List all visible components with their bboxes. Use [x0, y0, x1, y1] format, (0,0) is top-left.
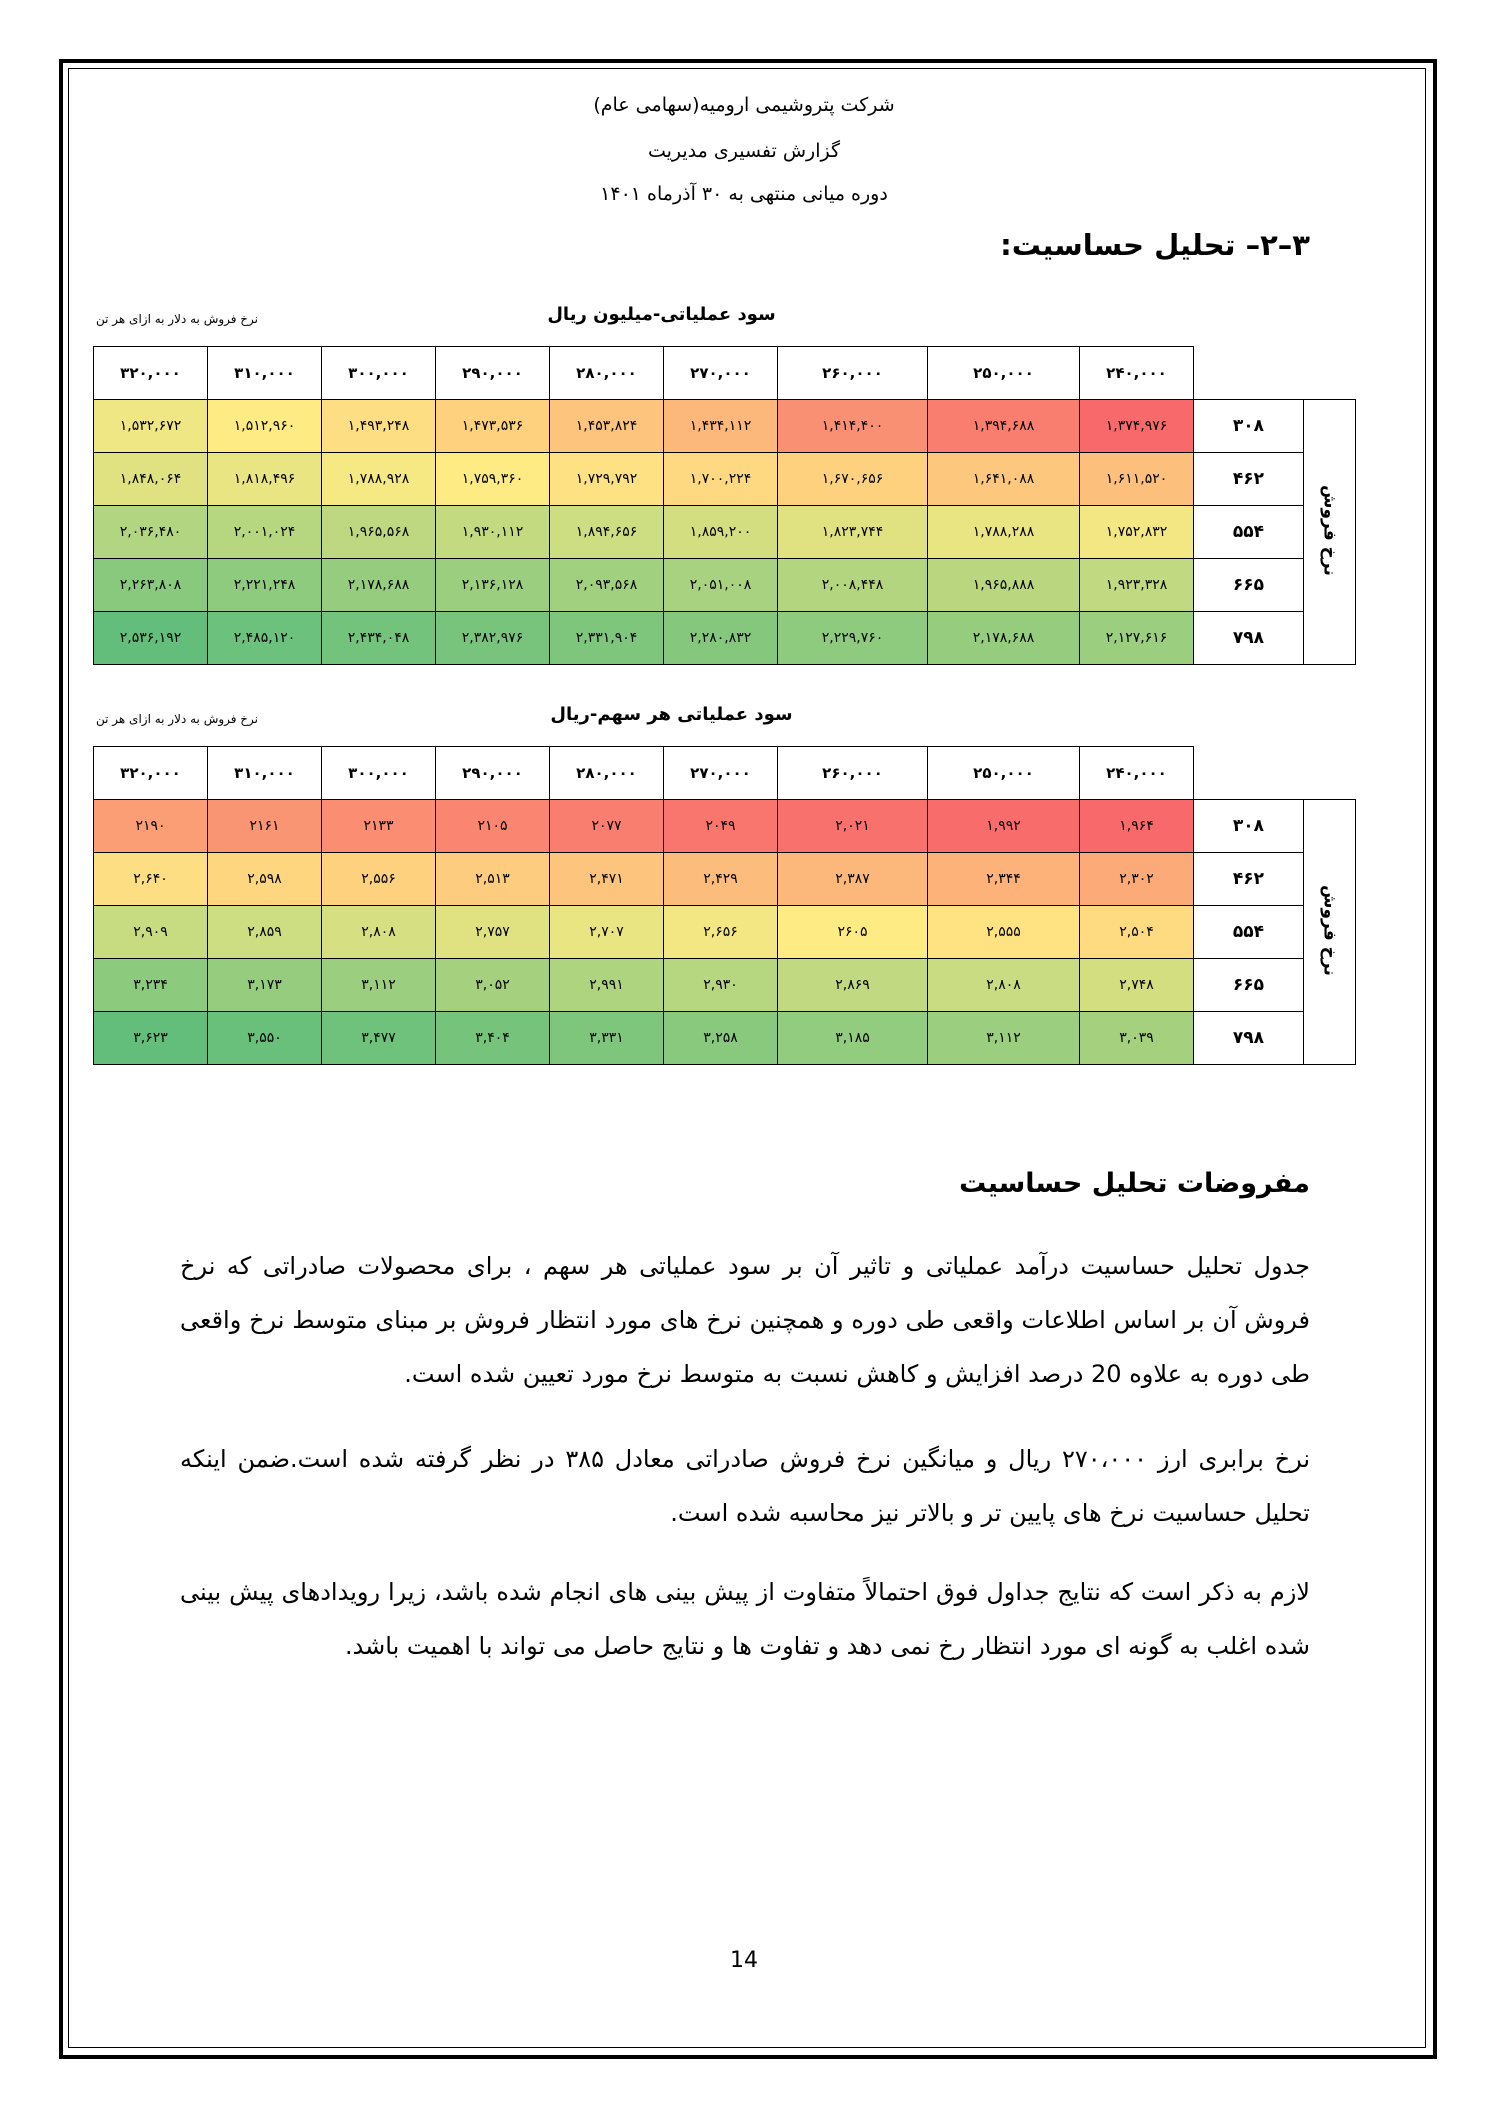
column-header: ۲۹۰,۰۰۰	[436, 347, 550, 400]
value-cell: ۳,۴۰۴	[436, 1012, 550, 1065]
value-cell: ۲,۰۳۶,۴۸۰	[94, 506, 208, 559]
value-cell: ۲,۵۹۸	[208, 853, 322, 906]
value-cell: ۲,۴۸۵,۱۲۰	[208, 612, 322, 665]
value-cell: ۱,۷۵۹,۳۶۰	[436, 453, 550, 506]
value-cell: ۱,۵۱۲,۹۶۰	[208, 400, 322, 453]
column-header: ۲۵۰,۰۰۰	[928, 747, 1080, 800]
table-row	[94, 453, 1356, 506]
value-cell: ۲۶۰۵	[778, 906, 928, 959]
column-header: ۳۱۰,۰۰۰	[208, 347, 322, 400]
value-cell: ۳,۴۷۷	[322, 1012, 436, 1065]
value-cell: ۲,۳۸۷	[778, 853, 928, 906]
value-cell: ۲,۹۹۱	[550, 959, 664, 1012]
value-cell: ۲,۳۸۲,۹۷۶	[436, 612, 550, 665]
value-cell: ۲۱۰۵	[436, 800, 550, 853]
column-header: ۲۶۰,۰۰۰	[778, 347, 928, 400]
sensitivity-table-operating-profit	[93, 304, 1370, 674]
assumptions-paragraph-3: لازم به ذکر است که نتایج جداول فوق احتمالاً متفاوت از پیش بینی های انجام شده باشد، زیرا رویدادهای پیش بینی شده اغلب به گونه ای مورد انتظار رخ نمی دهد و تفاوت ها و نتایج حاصل می تواند با اهمیت باشد.	[180, 1578, 1310, 1660]
side-label: نرخ فروش	[1319, 884, 1340, 976]
column-header: ۲۷۰,۰۰۰	[664, 747, 778, 800]
value-cell: ۲,۸۵۹	[208, 906, 322, 959]
assumptions-title: مفروضات تحلیل حساسیت	[959, 1168, 1310, 1199]
value-cell: ۱,۷۰۰,۲۲۴	[664, 453, 778, 506]
column-header: ۳۰۰,۰۰۰	[322, 747, 436, 800]
value-cell: ۲,۷۰۷	[550, 906, 664, 959]
value-cell: ۱,۷۵۲,۸۳۲	[1080, 506, 1194, 559]
side-label: نرخ فروش	[1319, 484, 1340, 576]
value-cell: ۳,۲۳۴	[94, 959, 208, 1012]
table-row	[94, 1012, 1356, 1065]
row-label: ۴۶۲	[1194, 453, 1304, 506]
value-cell: ۲,۲۲۹,۷۶۰	[778, 612, 928, 665]
report-period: دوره میانی منتهی به ۳۰ آذرماه ۱۴۰۱	[600, 183, 888, 205]
value-cell: ۲,۵۱۳	[436, 853, 550, 906]
column-header: ۲۵۰,۰۰۰	[928, 347, 1080, 400]
value-cell: ۲,۴۲۹	[664, 853, 778, 906]
side-label-cell	[1304, 400, 1356, 665]
value-cell: ۲۰۷۷	[550, 800, 664, 853]
value-cell: ۱,۴۳۴,۱۱۲	[664, 400, 778, 453]
column-header: ۲۴۰,۰۰۰	[1080, 747, 1194, 800]
value-cell: ۳,۱۱۲	[928, 1012, 1080, 1065]
column-header: ۲۴۰,۰۰۰	[1080, 347, 1194, 400]
value-cell: ۱,۹۳۰,۱۱۲	[436, 506, 550, 559]
value-cell: ۱,۶۷۰,۶۵۶	[778, 453, 928, 506]
row-label: ۴۶۲	[1194, 853, 1304, 906]
value-cell: ۱,۹۲۳,۳۲۸	[1080, 559, 1194, 612]
value-cell: ۱,۴۷۳,۵۳۶	[436, 400, 550, 453]
column-header: ۲۸۰,۰۰۰	[550, 347, 664, 400]
value-cell: ۲,۶۵۶	[664, 906, 778, 959]
value-cell: ۲,۰۰۱,۰۲۴	[208, 506, 322, 559]
value-cell: ۲,۳۴۴	[928, 853, 1080, 906]
column-header: ۳۲۰,۰۰۰	[94, 747, 208, 800]
value-cell: ۲,۶۴۰	[94, 853, 208, 906]
value-cell: ۲,۴۷۱	[550, 853, 664, 906]
table-row	[94, 800, 1356, 853]
value-cell: ۲,۰۰۸,۴۴۸	[778, 559, 928, 612]
value-cell: ۳,۳۳۱	[550, 1012, 664, 1065]
value-cell: ۲,۲۸۰,۸۳۲	[664, 612, 778, 665]
value-cell: ۳,۰۳۹	[1080, 1012, 1194, 1065]
column-header: ۲۹۰,۰۰۰	[436, 747, 550, 800]
value-cell: ۱,۳۹۴,۶۸۸	[928, 400, 1080, 453]
table-row	[94, 559, 1356, 612]
value-cell: ۱,۴۵۳,۸۲۴	[550, 400, 664, 453]
assumptions-paragraph-2: نرخ برابری ارز ۲۷۰،۰۰۰ ریال و میانگین نرخ فروش صادراتی معادل ۳۸۵ در نظر گرفته شده است.ضمن اینکه تحلیل حساسیت نرخ های پایین تر و بالاتر نیز محاسبه شده است.	[180, 1445, 1310, 1527]
value-cell: ۲,۰۲۱	[778, 800, 928, 853]
value-cell: ۲,۸۶۹	[778, 959, 928, 1012]
column-header: ۳۲۰,۰۰۰	[94, 347, 208, 400]
value-cell: ۲,۹۰۹	[94, 906, 208, 959]
data-grid	[93, 346, 1356, 665]
value-cell: ۲,۱۲۷,۶۱۶	[1080, 612, 1194, 665]
value-cell: ۳,۱۸۵	[778, 1012, 928, 1065]
value-cell: ۲,۵۵۵	[928, 906, 1080, 959]
page-number: 14	[730, 1948, 758, 1973]
value-cell: ۲,۸۰۸	[928, 959, 1080, 1012]
table-row	[94, 400, 1356, 453]
table-title: سود عملیاتی هر سهم-ریال	[550, 704, 793, 725]
row-label: ۶۶۵	[1194, 959, 1304, 1012]
value-cell: ۱,۷۲۹,۷۹۲	[550, 453, 664, 506]
value-cell: ۱,۶۴۱,۰۸۸	[928, 453, 1080, 506]
value-cell: ۲,۱۷۸,۶۸۸	[322, 559, 436, 612]
table-row	[94, 959, 1356, 1012]
value-cell: ۲,۷۴۸	[1080, 959, 1194, 1012]
value-cell: ۲۱۶۱	[208, 800, 322, 853]
value-cell: ۱,۸۴۸,۰۶۴	[94, 453, 208, 506]
value-cell: ۲,۵۳۶,۱۹۲	[94, 612, 208, 665]
value-cell: ۲,۱۷۸,۶۸۸	[928, 612, 1080, 665]
value-cell: ۱,۴۹۳,۲۴۸	[322, 400, 436, 453]
value-cell: ۱,۸۹۴,۶۵۶	[550, 506, 664, 559]
value-cell: ۱,۷۸۸,۹۲۸	[322, 453, 436, 506]
value-cell: ۲,۲۶۳,۸۰۸	[94, 559, 208, 612]
value-cell: ۱,۹۶۵,۸۸۸	[928, 559, 1080, 612]
section-title: ۳–۲– تحلیل حساسیت:	[1000, 228, 1310, 262]
company-name: شرکت پتروشیمی ارومیه(سهامی عام)	[593, 94, 895, 116]
table-note: نرخ فروش به دلار به ازای هر تن	[96, 312, 259, 326]
value-cell: ۲,۵۵۶	[322, 853, 436, 906]
value-cell: ۱,۷۸۸,۲۸۸	[928, 506, 1080, 559]
column-header: ۲۷۰,۰۰۰	[664, 347, 778, 400]
table-note: نرخ فروش به دلار به ازای هر تن	[96, 712, 259, 726]
value-cell: ۲,۳۳۱,۹۰۴	[550, 612, 664, 665]
empty-corner	[1194, 347, 1356, 400]
value-cell: ۲,۵۰۴	[1080, 906, 1194, 959]
value-cell: ۳,۵۵۰	[208, 1012, 322, 1065]
sensitivity-table-eps	[93, 704, 1370, 1074]
report-title: گزارش تفسیری مدیریت	[647, 140, 841, 162]
row-label: ۳۰۸	[1194, 400, 1304, 453]
side-label-cell	[1304, 800, 1356, 1065]
value-cell: ۳,۰۵۲	[436, 959, 550, 1012]
value-cell: ۱,۹۹۲	[928, 800, 1080, 853]
empty-corner	[1194, 747, 1356, 800]
column-header: ۲۶۰,۰۰۰	[778, 747, 928, 800]
table-row	[94, 506, 1356, 559]
assumptions-paragraph-1: جدول تحلیل حساسیت درآمد عملیاتی و تاثیر آن بر سود عملیاتی هر سهم ، برای محصولات صادراتی که نرخ فروش آن بر اساس اطلاعات واقعی طی دوره و همچنین نرخ های مورد انتظار فروش بر مبنای متوسط نرخ واقعی طی دوره به علاوه 20 درصد افزایش و کاهش نسبت به متوسط نرخ مورد تعیین شده است.	[180, 1252, 1310, 1388]
value-cell: ۳,۱۱۲	[322, 959, 436, 1012]
row-label: ۶۶۵	[1194, 559, 1304, 612]
value-cell: ۲,۳۰۲	[1080, 853, 1194, 906]
table-row	[94, 853, 1356, 906]
value-cell: ۲۰۴۹	[664, 800, 778, 853]
value-cell: ۱,۸۵۹,۲۰۰	[664, 506, 778, 559]
column-header: ۳۰۰,۰۰۰	[322, 347, 436, 400]
value-cell: ۲,۷۵۷	[436, 906, 550, 959]
value-cell: ۱,۵۳۲,۶۷۲	[94, 400, 208, 453]
value-cell: ۱,۹۶۵,۵۶۸	[322, 506, 436, 559]
value-cell: ۱,۳۷۴,۹۷۶	[1080, 400, 1194, 453]
value-cell: ۲,۲۲۱,۲۴۸	[208, 559, 322, 612]
row-label: ۵۵۴	[1194, 506, 1304, 559]
value-cell: ۱,۸۱۸,۴۹۶	[208, 453, 322, 506]
column-header: ۳۱۰,۰۰۰	[208, 747, 322, 800]
value-cell: ۲,۰۹۳,۵۶۸	[550, 559, 664, 612]
data-grid	[93, 746, 1356, 1065]
value-cell: ۱,۶۱۱,۵۲۰	[1080, 453, 1194, 506]
value-cell: ۲,۰۵۱,۰۰۸	[664, 559, 778, 612]
table-row	[94, 906, 1356, 959]
table-row	[94, 612, 1356, 665]
value-cell: ۲۱۳۳	[322, 800, 436, 853]
value-cell: ۱,۴۱۴,۴۰۰	[778, 400, 928, 453]
value-cell: ۲,۸۰۸	[322, 906, 436, 959]
row-label: ۳۰۸	[1194, 800, 1304, 853]
column-header: ۲۸۰,۰۰۰	[550, 747, 664, 800]
value-cell: ۲,۹۳۰	[664, 959, 778, 1012]
value-cell: ۱,۸۲۳,۷۴۴	[778, 506, 928, 559]
value-cell: ۱,۹۶۴	[1080, 800, 1194, 853]
table-title: سود عملیاتی-میلیون ریال	[547, 304, 776, 325]
value-cell: ۲,۴۳۴,۰۴۸	[322, 612, 436, 665]
value-cell: ۳,۲۵۸	[664, 1012, 778, 1065]
value-cell: ۳,۱۷۳	[208, 959, 322, 1012]
row-label: ۷۹۸	[1194, 612, 1304, 665]
row-label: ۷۹۸	[1194, 1012, 1304, 1065]
row-label: ۵۵۴	[1194, 906, 1304, 959]
value-cell: ۲۱۹۰	[94, 800, 208, 853]
value-cell: ۲,۱۳۶,۱۲۸	[436, 559, 550, 612]
value-cell: ۳,۶۲۳	[94, 1012, 208, 1065]
